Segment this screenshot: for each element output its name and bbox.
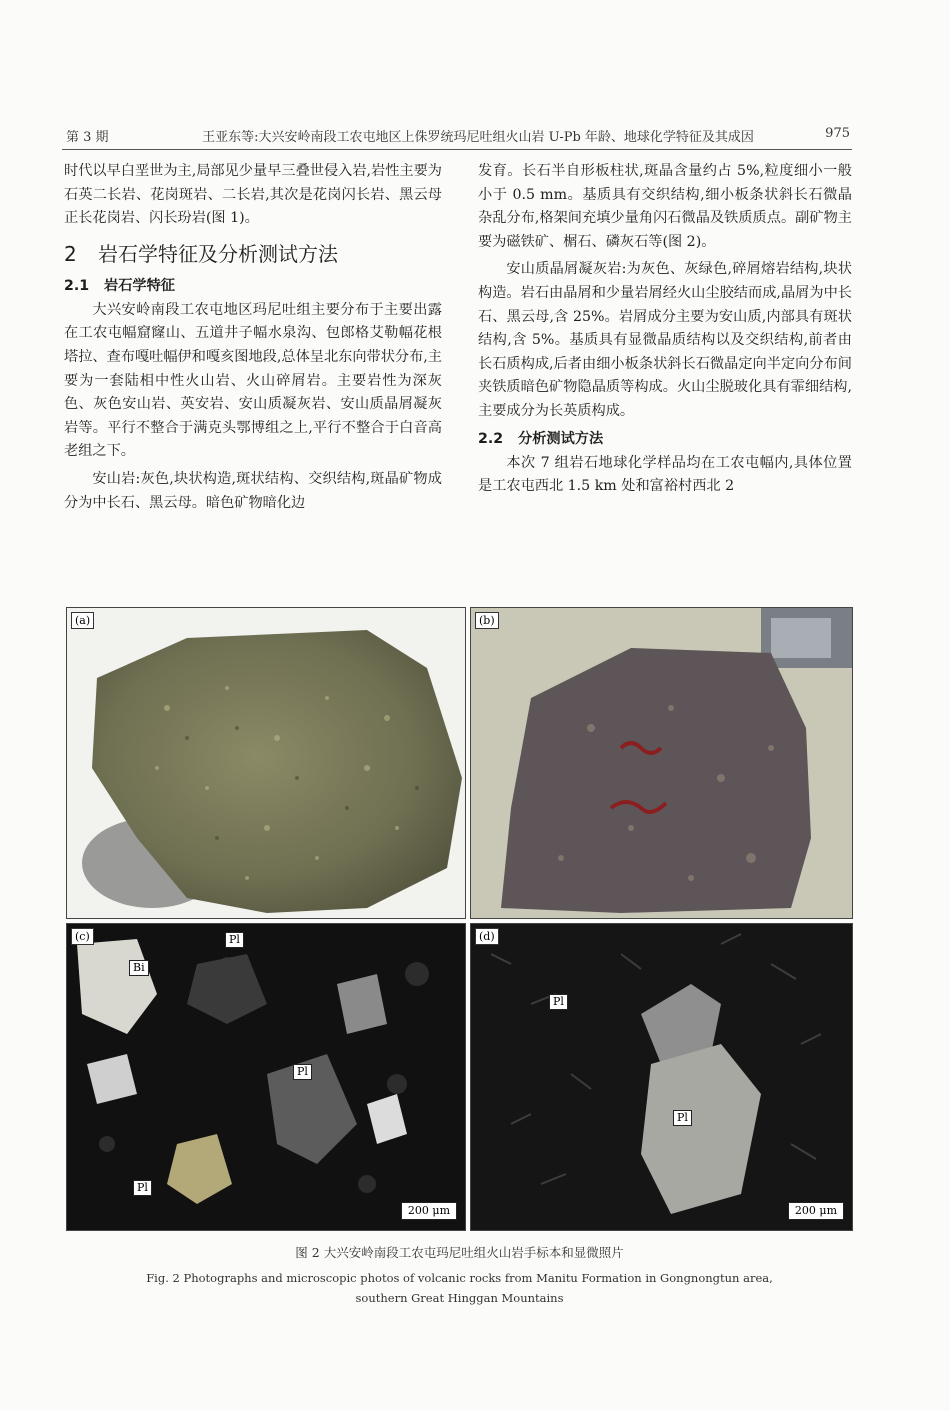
panel-label: (d) (475, 928, 499, 945)
mineral-label-plagioclase: Pl (549, 994, 568, 1010)
section-heading (64, 239, 442, 269)
scale-bar: 200 μm (401, 1202, 457, 1220)
panel-d-micrograph (470, 923, 853, 1231)
paragraph: 安山质晶屑凝灰岩:为灰色、灰绿色,碎屑熔岩结构,块状构造。岩石由晶屑和少量岩屑经火山尘胶结而成,晶屑为中长石、黑云母,含 25%。岩屑成分主要为安山质,内部具有斑状结构,含 5%。基质具有显微晶质结构以及交织结构,前者由长石质构成,后者由细小板条状斜长石微晶定向半定向分布间夹铁质暗色矿物隐晶质等构成。火山尘脱玻化具有霏细结构,主要成分为长英质构成。 (478, 261, 852, 419)
page-number: 975 (825, 126, 850, 141)
panel-label: (a) (71, 612, 94, 629)
figure-2 (66, 607, 853, 1230)
paragraph: 本次 7 组岩石地球化学样品均在工农屯幅内,具体位置是工农屯西北 1.5 km 处和富裕村西北 2 (478, 454, 852, 495)
caption-english-line: southern Great Hinggan Mountains (355, 1291, 564, 1305)
panel-label: (c) (71, 928, 94, 945)
subsection-title: 岩石学特征 (104, 277, 175, 294)
rock-specimen-b-image (471, 608, 852, 918)
panel-a-photo (66, 607, 466, 919)
subsection-number: 2.2 (478, 430, 504, 447)
micrograph-d-image (471, 924, 852, 1230)
issue-number: 第 3 期 (66, 130, 109, 145)
paragraph: 安山岩:灰色,块状构造,斑状结构、交织结构,斑晶矿物成分为中长石、黑云母。暗色矿物暗化边 (64, 470, 442, 511)
mineral-label-plagioclase: Pl (293, 1064, 312, 1080)
subsection-title: 分析测试方法 (518, 430, 604, 447)
mineral-label-plagioclase: Pl (133, 1180, 152, 1196)
mineral-label-plagioclase: Pl (673, 1110, 692, 1126)
subsection-number: 2.1 (64, 277, 90, 294)
subsection-heading-2-2 (478, 428, 852, 450)
section-title: 岩石学特征及分析测试方法 (98, 241, 338, 266)
running-title: 王亚东等:大兴安岭南段工农屯地区上侏罗统玛尼吐组火山岩 U-Pb 年龄、地球化学特征及其成因 (202, 130, 754, 145)
scale-bar: 200 μm (788, 1202, 844, 1220)
paragraph: 发育。长石半自形板柱状,斑晶含量约占 5%,粒度细小一般小于 0.5 mm。基质具有交织结构,细小板条状斜长石微晶杂乱分布,格架间充填少量角闪石微晶及铁质质点。副矿物主要为磁铁矿、榍石、磷灰石等(图 2)。 (478, 163, 852, 250)
section-number: 2 (64, 241, 77, 266)
left-column (64, 160, 442, 515)
figure-caption-chinese: 图 2 大兴安岭南段工农屯玛尼吐组火山岩手标本和显微照片 (295, 1245, 624, 1260)
running-header (66, 126, 850, 148)
paragraph-continued: 时代以早白垩世为主,局部见少量早三叠世侵入岩,岩性主要为石英二长岩、花岗斑岩、二长岩,其次是花岗闪长岩、黑云母正长花岗岩、闪长玢岩(图 1)。 (64, 163, 442, 227)
subsection-heading-2-1 (64, 275, 442, 297)
mineral-label-biotite: Bi (129, 960, 149, 976)
figure-caption-english (66, 1268, 853, 1308)
header-rule (62, 149, 852, 150)
right-column (478, 160, 852, 499)
micrograph-c-image (67, 924, 465, 1230)
panel-c-micrograph (66, 923, 466, 1231)
paragraph: 大兴安岭南段工农屯地区玛尼吐组主要分布于主要出露在工农屯幅窟窿山、五道井子幅水泉沟、包郎格艾勒幅花根塔拉、查布嘎吐幅伊和嘎亥图地段,总体呈北东向带状分布,主要为一套陆相中性火山岩、火山碎屑岩。主要岩性为深灰色、灰色安山岩、英安岩、安山质凝灰岩、安山质晶屑凝灰岩等。平行不整合于满克头鄂博组之上,平行不整合于白音高老组之下。 (64, 301, 442, 460)
caption-english-line: Fig. 2 Photographs and microscopic photos of volcanic rocks from Manitu Formation in Gongnongtun area, (146, 1271, 773, 1285)
rock-specimen-a-image (67, 608, 465, 918)
panel-label: (b) (475, 612, 499, 629)
mineral-label-plagioclase: Pl (225, 932, 244, 948)
panel-b-photo (470, 607, 853, 919)
